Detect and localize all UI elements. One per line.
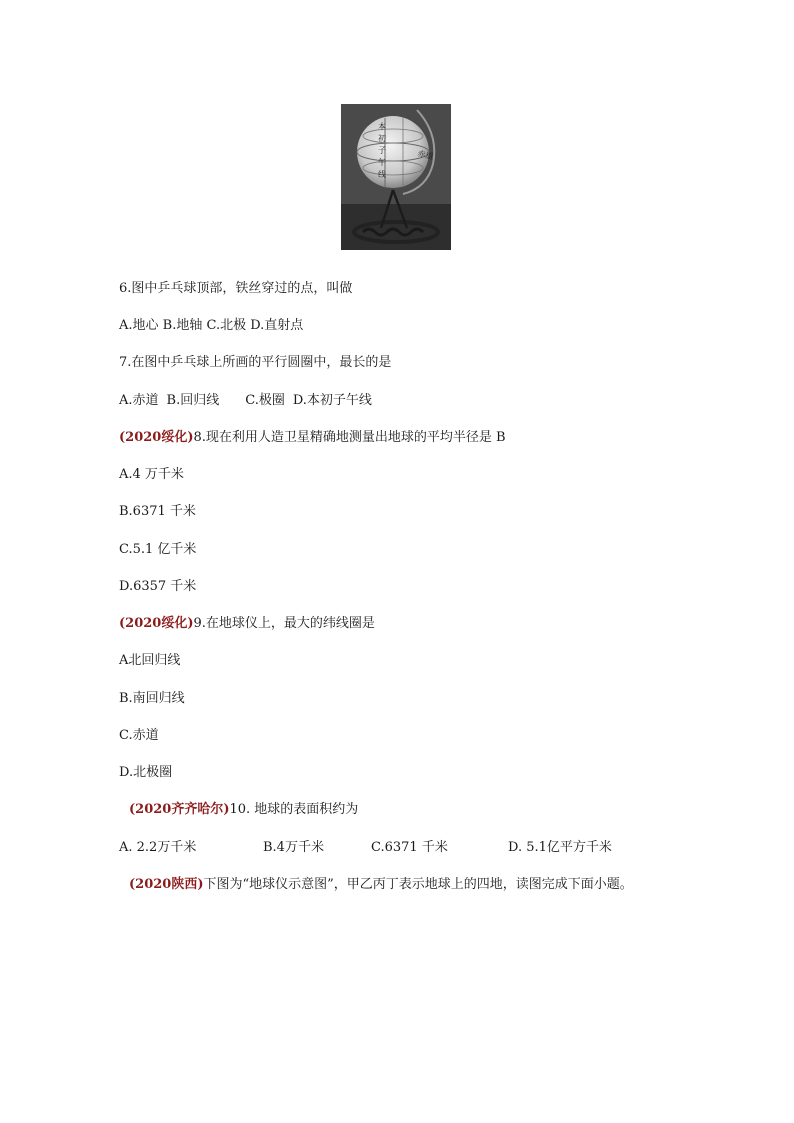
q11-intro-line [129, 877, 633, 893]
q7-option-c: C.极圈 [245, 393, 285, 408]
q6-options: A.地心 B.地轴 C.北极 D.直射点 [119, 318, 304, 333]
q9-option-a: A北回归线 [119, 653, 181, 668]
q10-opt-c: C.6371 千米 [371, 840, 448, 855]
q11-source-tag: (2020陕西) [129, 877, 204, 892]
q7-options [119, 393, 372, 409]
q11-stem: 下图为“地球仪示意图”，甲乙丙丁表示地球上的四地，读图完成下面小题。 [203, 877, 633, 892]
q8-option-b: B.6371 千米 [119, 504, 196, 519]
q8-option-d: D.6357 千米 [119, 579, 197, 594]
q9-stem-line [119, 616, 375, 632]
q9-option-c: C.赤道 [119, 728, 159, 743]
q9-option-b: B.南回归线 [119, 691, 185, 706]
q10-stem-line [129, 802, 358, 818]
q10-opt-a: A. 2.2万千米 [119, 840, 197, 855]
q9-source-tag: (2020绥化) [119, 616, 194, 631]
globe-label-5: 线 [378, 170, 386, 179]
q8-option-a: A.4 万千米 [119, 467, 184, 482]
q10-opt-b: B.4万千米 [263, 840, 324, 855]
globe-label-2: 初 [378, 134, 386, 143]
q10-source-tag: (2020齐齐哈尔) [129, 802, 230, 817]
q9-option-d: D.北极圈 [119, 765, 173, 780]
globe-label-1: 本 [378, 122, 386, 131]
q9-stem: 9.在地球仪上，最大的纬线圈是 [193, 616, 375, 631]
q8-option-c: C.5.1 亿千米 [119, 542, 197, 557]
q8-source-tag: (2020绥化) [119, 430, 194, 445]
q10-opt-d: D. 5.1亿平方千米 [508, 840, 612, 855]
q8-stem: 8.现在利用人造卫星精确地测量出地球的平均半径是 B [193, 430, 506, 445]
q6-stem: 6.图中乒乓球顶部，铁丝穿过的点，叫做 [119, 281, 353, 296]
globe-label-4: 午 [378, 158, 386, 167]
globe-model-photo [341, 104, 451, 250]
q7-stem: 7.在图中乒乓球上所画的平行圆圈中，最长的是 [119, 355, 392, 370]
q7-option-a: A.赤道 [119, 393, 159, 408]
q8-stem-line [119, 430, 506, 446]
q7-option-d: D.本初子午线 [292, 393, 372, 408]
q10-stem: 10. 地球的表面积约为 [229, 802, 359, 817]
q7-option-b: B.回归线 [166, 393, 220, 408]
equator-label: 赤道 [416, 149, 435, 162]
globe-label-3: 子 [378, 146, 386, 155]
